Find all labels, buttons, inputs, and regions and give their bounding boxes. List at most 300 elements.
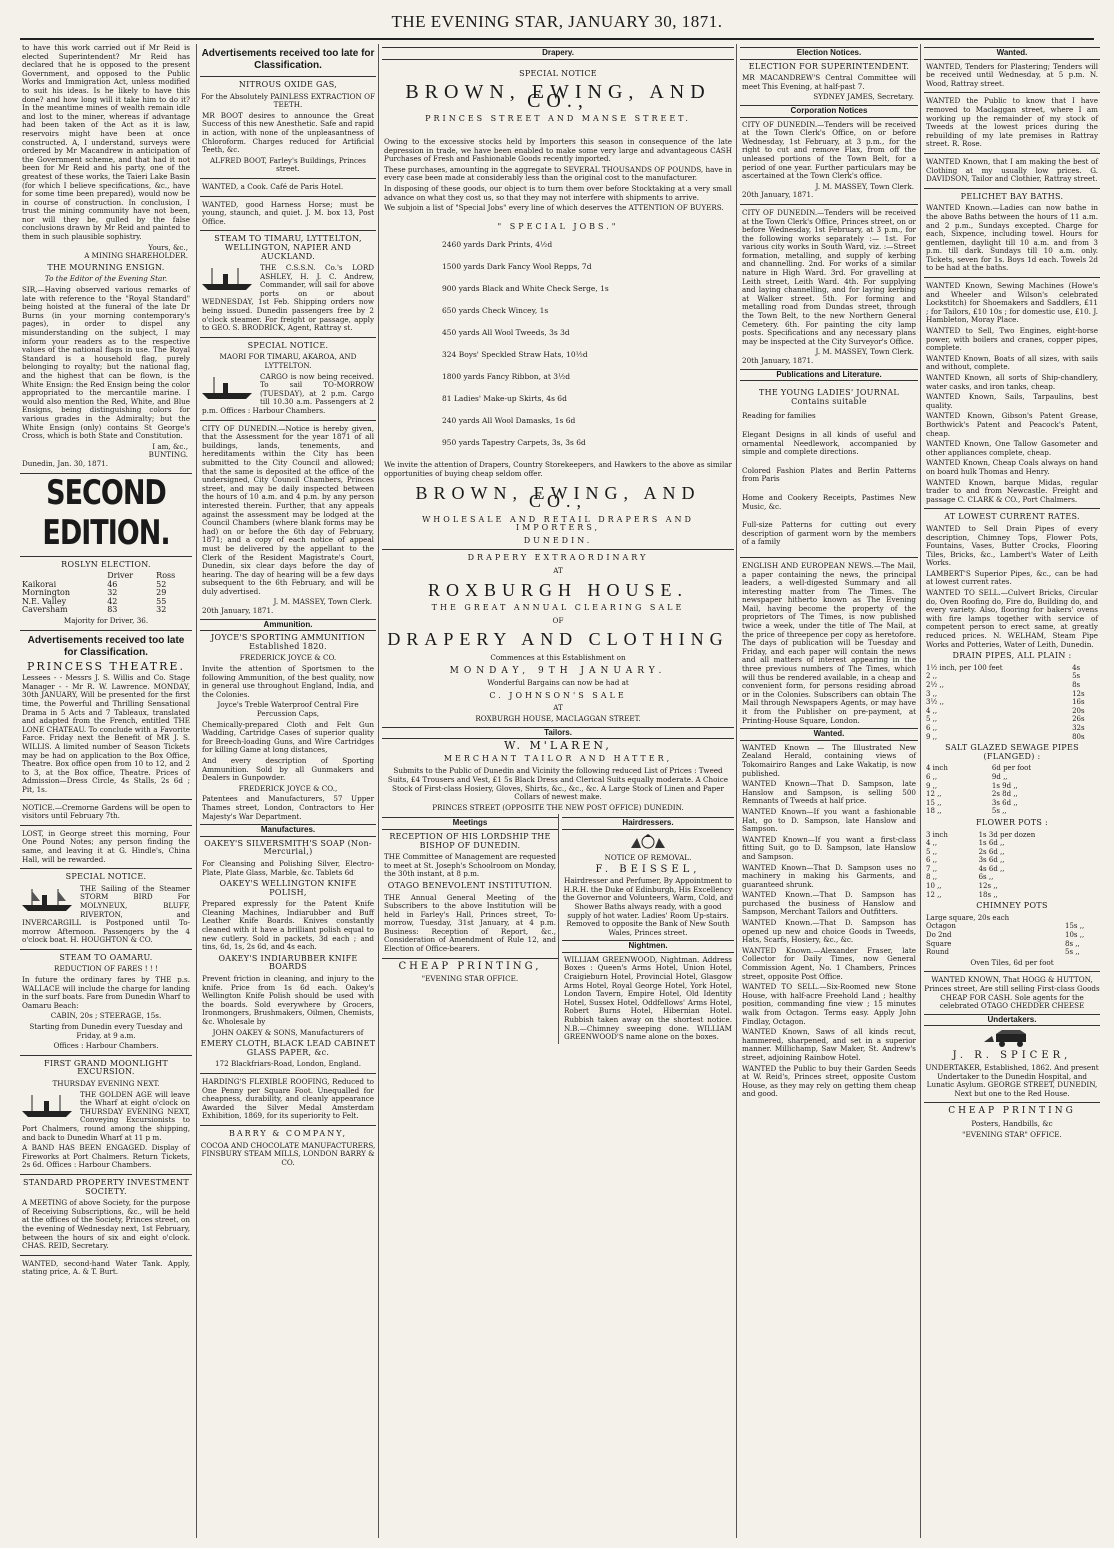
ensign-sign: I am, &c.,: [152, 441, 188, 451]
johnson-sale: C. JOHNSON'S SALE: [489, 690, 627, 700]
divider: [924, 1102, 1100, 1103]
city-notice-text: CITY OF DUNEDIN.—Notice is hereby given, that the Assessment for the year 1871 of all buildings, lands, tenements, and hereditaments within the City has been submitted to the City Council and allowed; that the same is deposited at the office of the undersigned, City Council Chambers, Princes street, and may be daily inspected between the hours of 10 a.m. and 4 p.m. by any person interested therein. Further, that any appeals against the assessment may be lodged at the Council Chambers (where blank forms may be had) on or before the 6th day of February, 1871; and a copy of each notice of appeal must be delivered by the appellant to the Clerk of the Resident Magistrate's Court, Dunedin, six clear days before the day of hearing. The day of hearing will be a few days subsequent to the 6th February, and will be duly advertised.: [202, 423, 374, 596]
table-cell: 52: [156, 579, 167, 589]
oakey-polish-title: OAKEY'S WELLINGTON KNIFE POLISH,: [219, 879, 357, 897]
joyce-text: Invite the attention of Sportsmen to the following Ammunition, of the best quality, now in general use throughout England, India, and the Colonies.: [202, 664, 374, 699]
table-cell: 6 ,,: [926, 856, 938, 865]
table-cell: 2s 6d ,,: [978, 847, 1005, 856]
drapery-extraordinary: DRAPERY EXTRAORDINARY: [467, 553, 649, 563]
oakey-address: 172 Blackfriars-Road, London, England.: [214, 1059, 362, 1069]
table-cell: 3s 6d ,,: [991, 798, 1018, 807]
city-tender-2-date: 20th January, 1871.: [742, 356, 814, 365]
divider: [20, 949, 192, 950]
oakey-emery: EMERY CLOTH, BLACK LEAD CABINET GLASS PAPER, &c.: [200, 1039, 376, 1057]
steamship-icon: [20, 1093, 76, 1119]
lost-notice: LOST, in George street this morning, Four One Pound Notes; any person finding the same, and leaving it at G. Hindle's, China Hall, will be rewarded.: [22, 828, 190, 864]
list-item: 240 yards All Wool Damasks, 1s 6d: [442, 416, 576, 426]
divider: [20, 868, 192, 869]
table-row: [924, 698, 1100, 707]
maori-subtitle: MAORI FOR TIMARU, AKAROA, AND LYTTELTON.: [219, 352, 357, 371]
baths-title: PELICHET BAY BATHS.: [960, 191, 1064, 201]
table-cell: Square: [926, 939, 952, 948]
table-cell: Large square, 20s each: [926, 913, 1010, 922]
wanted-item: WANTED Known, barque Midas, regular trader to and from Newcastle. Freight and passage C. CLARK & CO., Port Chalmers.: [926, 477, 1098, 504]
divider: [200, 337, 376, 338]
table-cell: 2½ ,,: [926, 681, 944, 689]
bec-name: BROWN, EWING, AND CO.,: [405, 81, 711, 112]
maori-text: CARGO is now being received. To sail TO-MORROW (TUESDAY), at 2 p.m. Cargo till 10.30 a.m. Passengers at 2 p.m. Offices : Harbour Chambers.: [202, 371, 374, 415]
ensign-signature: BUNTING.: [148, 450, 188, 460]
table-cell: 18 ,,: [926, 807, 942, 816]
divider: [200, 178, 376, 179]
drain-title: DRAIN PIPES, ALL PLAIN :: [952, 651, 1072, 661]
table-cell: Caversham: [22, 605, 68, 615]
salt-table: [924, 764, 1100, 816]
city-tender-1-date: 20th January, 1871.: [742, 190, 814, 200]
posters: Posters, Handbills, &c: [971, 1118, 1053, 1128]
oakey-sons: JOHN OAKEY & SONS, Manufacturers of: [212, 1027, 364, 1037]
divider: [200, 420, 376, 421]
table-cell: 12 ,,: [926, 890, 942, 899]
table-cell: 1s 9d ,,: [991, 781, 1018, 790]
table-cell: 5s: [1072, 672, 1081, 681]
table-cell: 8 ,,: [926, 873, 938, 882]
list-item: 1500 yards Dark Fancy Wool Repps, 7d: [442, 262, 592, 272]
special-notice: SPECIAL NOTICE: [519, 68, 597, 78]
welham-item: WANTED to Sell Drain Pipes of every description, Chimney Tops, Flower Pots, Fountains, Vases, Butter Crocks, Flooring Tiles, Bricks, &c., Lambert's Water of Leith Works.: [926, 523, 1098, 568]
table-cell: Do 2nd: [926, 931, 952, 940]
tailors-heading: Tailors.: [382, 727, 734, 740]
divider: [382, 549, 734, 550]
jobs-list: [382, 241, 734, 447]
salt-title: SALT GLAZED SEWAGE PIPES (FLANGED) :: [945, 743, 1079, 761]
oakey-soap-title: OAKEY'S SILVERSMITH'S SOAP (Non-Mercurial,): [204, 838, 372, 857]
letter-text: to have this work carried out if Mr Reid is elected Superintendent? Mr Reid has declared that he is opposed to the present Government, and opposed to the Public Works and Immigration Act, unless modified to suit his ideas. Is he likely to have this done? and how long will it take him to do it? In the meantime mines of wealth remain idle and lost to the miner, whereas if advantage had been taken of the Act as it is law, reservoirs might have been at once constructed. A, I understand, surveys were ordered by Mr Macandrew in anticipation of the Government scheme, and that had it not been for Mr Reid and his party, one of the greatest of these works, the Taieri Lake Basin (for which I believe specifications, &c., have for some time been prepared), would now be in course of construction. In conclusion, I trust the mining community have not been, nor will they be, gulled by the false conclusions drawn by Mr Reid and painted to them in such plausible sophistry.: [22, 44, 190, 242]
wanted-item: WANTED Known—That D. Sampson uses no machinery in making his Garments, and guaranteed shrunk.: [742, 862, 916, 889]
table-row: [924, 773, 1100, 782]
roslyn-title: ROSLYN ELECTION.: [61, 559, 151, 569]
election-heading: Election Notices.: [740, 47, 918, 60]
table-cell: 83: [107, 605, 118, 615]
oamaru-subtitle: REDUCTION OF FARES ! ! !: [54, 964, 158, 974]
oven-tiles: Oven Tiles, 6d per foot: [970, 957, 1054, 967]
bec-para-4: We subjoin a list of "Special Jobs" every line of which deserves the ATTENTION OF BUYERS.: [384, 203, 724, 213]
bec-wholesale: WHOLESALE AND RETAIL DRAPERS AND IMPORTERS,: [422, 514, 694, 533]
ladies-item: Colored Fashion Plates and Berlin Patterns from Paris: [742, 465, 916, 484]
oamaru-text: In future the ordinary fares by THE p.s. WALLACE will include the charge for landing in the surf boats. Fare from Dunedin Wharf to Oamaru Beach:: [22, 975, 190, 1010]
bec-address: PRINCES STREET AND MANSE STREET.: [425, 114, 691, 124]
undertakers-heading: Undertakers.: [924, 1014, 1100, 1027]
bissel-text: Hairdresser and Perfumer, By Appointment to H.R.H. the Duke of Edinburgh, His Excellency the Governor and Volunteers, Warm, Cold, and Shower Baths always ready, with a good supply of hot water. Ladies' Room Up-stairs. Removed to opposite the Bank of New South Wales, Princes street.: [562, 876, 734, 937]
table-cell: 4 inch: [926, 764, 948, 773]
timaru-text: THE C.S.S.N. Co.'s LORD ASHLEY, H. J. C. Andrew, Commander, will sail for above ports on or about WEDNESDAY, 1st Feb. Shipping orders now being issued. Dunedin passengers free by 2 o'clock steamer. For freight or passage, apply to GEO. S. BRODRICK, Agent, Rattray st.: [202, 263, 374, 333]
table-cell: 42: [107, 596, 118, 606]
city-notice-date: 20th January, 1871.: [202, 606, 274, 616]
column-5: [920, 44, 1100, 1538]
table-row: [924, 807, 1100, 816]
table-cell: 12s: [1072, 689, 1085, 698]
divider: [924, 508, 1100, 509]
table-cell: 20s: [1072, 706, 1085, 715]
roxburgh-address: ROXBURGH HOUSE, MACLAGGAN STREET.: [475, 714, 641, 723]
ladies-journal-title: THE YOUNG LADIES' JOURNAL Contains suitable: [758, 388, 900, 406]
publications-heading: Publications and Literature.: [740, 369, 918, 382]
list-item: 450 yards All Wool Tweeds, 3s 3d: [442, 328, 570, 338]
cremorne-notice: NOTICE.—Cremorne Gardens will be open to visitors until February 7th.: [22, 802, 190, 821]
wanted-item: WANTED Known, Saws of all kinds recut, hammered, sharpened, and set in a superior manner. Millichamp, Saw Maker, St. Andrew's street, adjoining Rainbow Hotel.: [742, 1027, 916, 1062]
tank-notice: WANTED, second-hand Water Tank. Apply, stating price, A. & T. Burt.: [22, 1258, 190, 1277]
meetings-hairdressers: [382, 814, 734, 1043]
column-2: [196, 44, 376, 1538]
commences: Commences at this Establishment on: [490, 653, 626, 663]
election-signature: SYDNEY JAMES, Secretary.: [813, 92, 914, 102]
spicer-text: UNDERTAKER, Established, 1862. And present Undertaker to the Dunedin Hospital, and Lunatic Asylum. GEORGE STREET, DUNEDIN, Next but one to the Red House.: [925, 1062, 1099, 1098]
bissel-title: NOTICE OF REMOVAL.: [604, 852, 692, 862]
table-row: [924, 873, 1100, 882]
drapery-clothing: DRAPERY AND CLOTHING: [387, 629, 729, 650]
oakey-soap-text: For Cleansing and Polishing Silver, Electro-Plate, Plate Glass, Marble, &c. Tablets 6d: [202, 858, 374, 877]
table-row: [924, 724, 1100, 733]
table-cell: 4s: [1072, 663, 1081, 672]
divider: [200, 1073, 376, 1074]
star-office: "EVENING STAR OFFICE.: [421, 974, 519, 984]
table-cell: 80s: [1072, 732, 1085, 741]
table-cell: 6 ,,: [926, 723, 938, 732]
divider: [20, 630, 192, 631]
table-cell: 4 ,,: [926, 839, 938, 848]
timaru-title: STEAM TO TIMARU, LYTTELTON, WELLINGTON, NAPIER AND AUCKLAND.: [214, 234, 362, 261]
election-text: MR MACANDREW'S Central Committee will meet This Evening, at half-past 7.: [742, 73, 916, 91]
table-row: [924, 931, 1100, 940]
nightmen-heading: Nightmen.: [562, 940, 734, 953]
roxburgh-house: ROXBURGH HOUSE.: [427, 579, 688, 600]
wanted-item: WANTED to Sell, Two Engines, eight-horse power, with boilers and cranes, copper pipes, complete.: [926, 326, 1098, 353]
joyce-caps: Joyce's Treble Waterproof Central Fire Percussion Caps,: [217, 700, 359, 718]
bishop-title: RECEPTION OF HIS LORDSHIP THE BISHOP OF DUNEDIN.: [389, 831, 551, 850]
wanted-item: WANTED Known, Cheap Coals always on hand on board hulk Thomas and Henry.: [926, 458, 1098, 476]
divider: [200, 196, 376, 197]
wanted-item: WANTED Known—That D. Sampson, late Hanslow and Sampson, is selling 500 Remnants of Tweeds at half price.: [742, 779, 916, 806]
table-cell: 26s: [1072, 715, 1085, 724]
gas-text: MR BOOT desires to announce the Great Success of this new Anesthetic. Safe and rapid in action, with none of the unpleasantness of Chloroform. Charges reduced for Artificial Teeth, &c.: [202, 110, 374, 155]
table-cell: 3 inch: [926, 830, 948, 839]
table-cell: 9d ,,: [991, 772, 1008, 781]
table-row: [924, 940, 1100, 949]
table-cell: 29: [156, 588, 167, 598]
roslyn-majority: Majority for Driver, 36.: [63, 616, 149, 626]
table-row: [924, 672, 1100, 681]
wanted-heading: Wanted.: [740, 728, 918, 741]
list-item: 81 Ladies' Make-up Skirts, 4s 6d: [442, 394, 567, 404]
of-label: OF: [552, 615, 564, 625]
divider: [200, 230, 376, 231]
table-row: [924, 914, 1100, 923]
oakey-polish-text: Prepared expressly for the Patent Knife Cleaning Machines, Indiarubber and Buff Leather Knife Boards. Knives constantly cleaned with it have a brilliant polish equal to new cutlery. Sold in packets, 3d each ; and tins, 6d, 1s, 2s 6d, and 4s each.: [202, 899, 374, 952]
wanted-item: WANTED Known.—That D. Sampson has purchased the business of Hanslow and Sampson, Merchant Tailors and Outfitters.: [742, 890, 916, 917]
city-tender-2: CITY OF DUNEDIN.—Tenders will be received at the Town Clerk's Office, Princes street, on or before Wednesday, 1st February, at 3 p.m., for the following works separately :— 1st. For various city works in South Ward, viz. :—Street formation, metalling, and supply of kerbing and channelling. 2nd. For works of a similar nature in High Ward. 3rd. For gravelling at Leith street, Leith Ward. 4th. For supplying and laying channelling, and for laying kerbing at Walker street. 5th. For forming and metalling road from Dundas street, through the Town Belt, to the new Northern General Cemetery. 6th. For painting the city lamp posts. Specifications and any necessary plans may be inspected at the City Surveyor's Office.: [742, 207, 916, 346]
list-item: 324 Boys' Speckled Straw Hats, 10½d: [442, 350, 588, 360]
divider: [200, 1125, 376, 1126]
joyce-wadding: Chemically-prepared Cloth and Felt Gun Wadding, Cartridge Cases of superior quality for Breech-loading Guns, and Wire Cartridges for killing Game at long distances,: [202, 719, 374, 755]
table-cell: 15 ,,: [926, 798, 942, 807]
wanted-item: WANTED Known.—That D. Sampson has opened up new and choice Goods in Tweeds, Hats, Scarfs, Hosiery, &c., &c.: [742, 918, 916, 945]
wanted-item: WANTED Known, Sails, Tarpaulins, best quality.: [926, 392, 1098, 410]
wanted-item: WANTED Known, One Tallow Gasometer and other appliances complete, cheap.: [926, 439, 1098, 457]
gas-subtitle: For the Absolutely PAINLESS EXTRACTION OF TEETH.: [201, 91, 375, 110]
joyce-company: FREDERICK JOYCE & CO.: [239, 653, 337, 663]
table-cell: 7 ,,: [926, 864, 938, 873]
cheap-printing: CHEAP PRINTING,: [398, 960, 542, 972]
storm-text: THE Sailing of the Steamer STORM BIRD For MOLYNEUX, BLUFF, RIVERTON, and INVERCARGILL is Postponed until To-morrow Afternoon. Passengers by the 4 o'clock boat. H. HOUGHTON & CO.: [22, 883, 190, 945]
table-cell: N.E. Valley: [22, 596, 67, 606]
divider: [20, 1255, 192, 1256]
ensign-text: SIR,—Having observed various remarks of late with reference to the "Royal Standard" being hoisted at the funeral of the late Dr Burns (in your morning contemporary's pages), in order to dispel any misunderstanding on the subject, I may inform your readers as to the respective values of the national flags in use. The Royal Standard is a household flag, purely belonging to royalty; but the national flag, and the highest that can be flown, is the White Ensign: the Red Ensign being the color appropriated to the mercantile marine. I would also mention the Red, White, and Blue Ensigns, being distinguishing colors for various grades in the Admiralty; but the White Ensign (only) contains St George's Cross, which is both State and Constitution.: [22, 285, 190, 441]
table-cell: 10s ,,: [1065, 931, 1085, 940]
table-cell: 8s ,,: [1065, 939, 1080, 948]
society-title: STANDARD PROPERTY INVESTMENT SOCIETY.: [23, 1177, 189, 1196]
table-row: [924, 831, 1100, 840]
masthead-rule: [20, 38, 1094, 40]
joyce-company-2: FREDERICK JOYCE & CO.,: [238, 783, 338, 793]
table-row: [924, 948, 1100, 957]
table-cell: 5 ,,: [926, 847, 938, 856]
oamaru-start: Starting from Dunedin every Tuesday and Friday, at 9 a.m.: [29, 1022, 183, 1040]
wanted-item: WANTED Known — The Illustrated New Zealand Herald, containing views of Tokomairiro Ranges and Lake Wakatip, is now published.: [742, 742, 916, 778]
city-tender-1: CITY OF DUNEDIN.—Tenders will be received at the Town Clerk's Office, on or before Wednesday, 1st February, at 3 p.m., for the right to cut and remove Flax, from off the unleased portions of the Town Belt, for a period of one year. Further particulars may be ascertained at the Town Clerk's office.: [742, 119, 916, 181]
table-cell: 3s 6d ,,: [978, 856, 1005, 865]
moonlight-band: A BAND HAS BEEN ENGAGED. Display of Fireworks at Port Chalmers. Return Tickets, 2s 6d. Offices : Harbour Chambers.: [22, 1143, 190, 1170]
storm-title: SPECIAL NOTICE.: [65, 872, 147, 882]
table-header: Ross: [156, 571, 176, 581]
benevolent-text: THE Annual General Meeting of the Subscribers to the above Institution will be held in Farley's Hall, Princes street, To-morrow, Tuesday, 31st January, at 4 p.m. Business: Reception of Report, &c., Consideration of Amendment of Rule 12, and Election of Office-bearers.: [384, 892, 556, 954]
pots-title: FLOWER POTS :: [976, 817, 1048, 827]
oamaru-offices: Offices : Harbour Chambers.: [53, 1041, 159, 1051]
oakey-boards-title: OAKEY'S INDIARUBBER KNIFE BOARDS: [218, 953, 358, 972]
divider: [20, 799, 192, 800]
divider: [924, 188, 1100, 189]
table-row: [924, 690, 1100, 699]
divider: [924, 92, 1100, 93]
drain-table: [924, 664, 1100, 741]
barry-text: COCOA AND CHOCOLATE MANUFACTURERS, FINSBURY STEAM MILLS, LONDON BARRY & CO.: [200, 1140, 376, 1167]
welham-item: LAMBERT'S Superior Pipes, &c., can be had at lowest current rates.: [926, 568, 1098, 587]
joyce-title: JOYCE'S SPORTING AMMUNITION Established 1820.: [210, 633, 366, 651]
bec-invite: We invite the attention of Drapers, Country Storekeepers, and Hawkers to the above as similar opportunities of buying cheap seldom offer.: [384, 460, 732, 478]
wanted-item: WANTED TO SELL.—Six-Roomed new Stone House, with half-acre Freehold Land ; healthy position, commanding fine view ; 15 minutes walk from Octagon. Terms easy. Apply John Findlay, Octagon.: [742, 982, 916, 1026]
wanted-item: WANTED Known, that I am making the best of Clothing at my usually low prices. G. DAVIDSON, Tailor and Clothier, Rattray street.: [926, 156, 1098, 184]
list-item: 650 yards Check Wincey, 1s: [442, 306, 549, 316]
mclaren-trade: MERCHANT TAILOR AND HATTER,: [443, 753, 673, 763]
table-row: [924, 865, 1100, 874]
table-cell: 46: [107, 579, 118, 589]
steamship-icon: [20, 887, 76, 913]
gas-signature: ALFRED BOOT, Farley's Buildings, Princes street.: [209, 155, 366, 174]
oamaru-fare: CABIN, 20s ; STEERAGE, 15s.: [50, 1011, 162, 1021]
table-cell: 3½ ,,: [926, 698, 944, 707]
moonlight-title: FIRST GRAND MOONLIGHT EXCURSION.: [43, 1058, 169, 1077]
table-cell: 2s 8d ,,: [991, 790, 1018, 799]
table-row: [924, 882, 1100, 891]
hogg-hutton: WANTED KNOWN, That HOGG & HUTTON, Princes street, Are still selling First-class Goods CHEAP FOR CASH. Sole agents for the celebrated OTAGO CHEDDER CHEESE: [924, 975, 1100, 1011]
table-cell: 18s ,,: [978, 890, 998, 899]
bec-para-3: In disposing of these goods, our object is to turn them over before Stocktaking at a very small advance on what they cost us, so that they may not interfere with shipments to arrive.: [384, 183, 732, 202]
table-cell: 16s: [1072, 698, 1085, 707]
joyce-patentees: Patentees and Manufacturers, 57 Upper Thames street, London, Contractors to Her Majesty's War Department.: [202, 794, 374, 821]
theatre-title: PRINCESS THEATRE.: [27, 659, 185, 673]
table-cell: 5s ,,: [991, 807, 1007, 816]
mclaren-text: Submits to the Public of Dunedin and Vicinity the following reduced List of Prices : Tweed Suits, £4 Trousers and Vest, £1 5s Black Dress and Clerical Suits equally moderate. A Choice Stock of First-class Hosiery, Gloves, Shirts, &c., &c., &c. A Large Stock of Linen and Paper Collars of newest make.: [387, 766, 729, 802]
ensign-to: To the Editor of the Evening Star.: [44, 274, 168, 284]
hairdressers-column: [558, 814, 734, 1043]
steamship-icon: [200, 375, 256, 401]
table-cell: 4s 6d ,,: [978, 864, 1005, 873]
welham-item: WANTED TO SELL.—Culvert Bricks, Circular do, Oven Roofing do, Fire do, Building do, and every variety. Also, flooring for bakers' ovens with fire lamps together with service of competent person to erect same, at greatly reduced prices. N. WELHAM, Steam Pipe Works and Potteries, Water of Leith, Dunedin.: [926, 588, 1098, 649]
divider: [382, 958, 558, 959]
society-text: A MEETING of above Society, for the purpose of Receiving Subscriptions, &c., will be held at the offices of the Society, Princes street, on the evening of Wednesday next, 1st February, between the hours of six and eight o'clock. CHAS. REID, Secretary.: [22, 1198, 190, 1251]
wanted-item: WANTED Known—If you want a fashionable Hat, go to D. Sampson, late Hanslow and Sampson.: [742, 806, 916, 834]
meetings-column: [382, 814, 558, 1043]
wanted-item: WANTED Known—If you want a first-class fitting Suit, go to D. Sampson, late Hanslow and Sampson.: [742, 834, 916, 861]
table-cell: 3 ,,: [926, 689, 938, 698]
table-row: [924, 848, 1100, 857]
table-row: [924, 782, 1100, 791]
table-cell: 12 ,,: [926, 790, 942, 799]
list-item: 900 yards Black and White Check Serge, 1s: [442, 284, 609, 294]
table-cell: 32: [107, 588, 118, 598]
wanted-item: WANTED Known, Gibson's Patent Grease, Borthwick's Patent and Peacock's Patent, cheap.: [926, 411, 1098, 438]
hearse-icon: [982, 1030, 1042, 1048]
divider: [20, 556, 192, 557]
table-cell: 8s: [1072, 681, 1081, 689]
ensign-date: Dunedin, Jan. 30, 1871.: [22, 458, 109, 468]
bargains: Wonderful Bargains can now be had at: [487, 678, 629, 688]
table-cell: 4 ,,: [926, 706, 938, 715]
ladies-item: Home and Cookery Receipts, Pastimes New Music, &c.: [742, 492, 916, 511]
second-edition-heading: SECOND EDITION.: [42, 473, 170, 553]
greenwood-text: WILLIAM GREENWOOD, Nightman. Address Boxes : Queen's Arms Hotel, Union Hotel, Craigieburn Hotel, Provincial Hotel, Glasgow Arms Hotel, Royal George Hotel, York Hotel, London Tavern, Empire Hotel, Old Identity Hotel, Sussex Hotel, Oddfellows' Arms Hotel, Robert Burns Hotel, Hibernian Hotel. Rubbish taken away on the shortest notice. N.B.—Chimney sweeping done. WILLIAM GREENWOOD'S name alone on the boxes.: [564, 954, 732, 1042]
bissel-name: F. BEISSEL,: [595, 863, 701, 875]
table-row: [20, 606, 192, 615]
table-cell: 32: [156, 605, 167, 615]
table-row: [924, 799, 1100, 808]
table-row: [924, 707, 1100, 716]
at-label: AT: [553, 566, 563, 576]
roslyn-table: [20, 572, 192, 615]
table-row: [924, 664, 1100, 673]
chimney-table: [924, 914, 1100, 957]
cook-wanted: WANTED, a Cook. Café de Paris Hotel.: [202, 181, 344, 191]
meetings-heading: Meetings: [382, 817, 558, 830]
pots-table: [924, 831, 1100, 900]
ammunition-heading: Ammunition.: [200, 619, 376, 632]
table-cell: Kaikorai: [22, 579, 57, 589]
moonlight-subtitle: THURSDAY EVENING NEXT.: [52, 1079, 160, 1088]
masthead: [20, 12, 1094, 40]
chimney-title: CHIMNEY POTS: [976, 901, 1048, 911]
bec-name-2: BROWN, EWING, AND CO.,: [415, 482, 701, 512]
bec-para-2: These purchases, amounting in the aggregate to SEVERAL THOUSANDS OF POUNDS, have in every case been made at considerably less than the original cost to the manufacturer.: [384, 164, 732, 183]
ladies-item: Full-size Patterns for cutting out every description of garment worn by the members of a family: [742, 520, 916, 547]
table-cell: 55: [156, 596, 167, 606]
european-news: ENGLISH AND EUROPEAN NEWS.—The Mail, a paper containing the news, the principal leaders, a well-digested Summary and all interesting matter from The Times. The newspaper hitherto known as The Evening Mail, having become the property of the proprietors of The Times, is now published twice a week, under the title of The Mail, at the price of threepence per copy as heretofore. The days of publication will be Tuesday and Friday, and each paper will contain the news and all matters of interest appearing in the three previous numbers of The Times, which will thus be rendered available, in a cheap and convenient form, for persons residing abroad or in the Colonies. Subscribers can obtain The Mail through Newspapers Agents, or may have it from the Publisher on pre-payment, at Printing-House Square, London.: [742, 560, 916, 725]
oakey-boards-text: Prevent friction in cleaning, and injury to the knife. Price from 1s 6d each. Oakey's Wellington Knife Polish should be used with the boards. Sold everywhere by Grocers, Ironmongers, Brushmakers, Oilmen, Chemists, &c. Wholesale by: [202, 974, 374, 1026]
moonlight-text: THE GOLDEN AGE will leave the Wharf at eight o'clock on THURSDAY EVENING NEXT, Conveying Excursionists to Port Chalmers, round among the shipping, and back to Dunedin Wharf at 11 p m.: [22, 1089, 190, 1142]
wanted-item: WANTED Known, Sewing Machines (Howe's and Wheeler and Wilson's celebrated Lockstitch) for Shoemakers and Saddlers, £11 ; for Tailors, £10 10s ; for domestic use, £10. J. Hambleton, Moray Place.: [926, 281, 1098, 325]
corporation-heading: Corporation Notices: [740, 105, 918, 118]
ladies-item: Reading for families: [742, 411, 816, 421]
letter-sign: Yours, &c.,: [148, 242, 188, 252]
adv-late-heading: Advertisements received too late for Classification.: [27, 634, 185, 658]
spicer-name: J. R. SPICER,: [952, 1050, 1072, 1062]
mclaren-name: W. M'LAREN,: [504, 739, 612, 753]
list-item: 2460 yards Dark Prints, 4½d: [442, 240, 553, 250]
divider: [740, 557, 918, 558]
divider: [20, 825, 192, 826]
jobs-title: " SPECIAL JOBS.": [497, 221, 619, 231]
wanted-item: WANTED the Public to know that I have removed to Maclaggan street, where I am working up the remainder of my stock of Tweeds at the lowest prices during the rebuilding of my late premises in Rattray street. R. Rose.: [926, 96, 1098, 149]
table-cell: 5s ,,: [1065, 948, 1080, 957]
at-label-2: AT: [553, 703, 563, 713]
royal-arms-icon: [623, 834, 673, 850]
table-row: [924, 715, 1100, 724]
clearing-sale: THE GREAT ANNUAL CLEARING SALE: [431, 603, 685, 613]
monday-date: MONDAY, 9TH JANUARY.: [449, 665, 667, 676]
table-row: [924, 790, 1100, 799]
wanted-heading: Wanted.: [924, 47, 1100, 60]
divider: [200, 76, 376, 77]
masthead-title: THE EVENING STAR, JANUARY 30, 1871.: [391, 12, 723, 31]
harding-roofing: HARDING'S FLEXIBLE ROOFING, Reduced to One Penny per Square Foot. Unequalled for cheapness, durability, and cleanly appearance Awarded the Silver Medal Amsterdam Exhibition, 1869, for its superiority to Felt.: [202, 1076, 374, 1121]
table-cell: Round: [926, 948, 949, 957]
table-cell: 6d per foot: [991, 764, 1032, 773]
lowest-rates: AT LOWEST CURRENT RATES.: [944, 512, 1080, 522]
divider: [924, 971, 1100, 972]
table-row: [924, 891, 1100, 900]
table-cell: 1½ inch, per 100 feet: [926, 663, 1003, 672]
maori-title: SPECIAL NOTICE.: [247, 340, 329, 350]
table-cell: 10 ,,: [926, 882, 942, 891]
table-row: [924, 922, 1100, 931]
divider: [20, 1055, 192, 1056]
table-cell: 1s 3d per dozen: [978, 830, 1036, 839]
table-cell: 2 ,,: [926, 672, 938, 681]
table-cell: [1063, 914, 1100, 923]
theatre-text: Lessees - - Messrs J. S. Willis and Co. Stage Manager - - Mr R. W. Lawrence. MONDAY, 30th JANUARY, Will be presented for the first time, the Powerful and Thrilling Sensational Drama in 5 Acts and 7 Tableaux, translated and adapted from the French, entitled THE LONE CHATEAU. To conclude with a Favorite Farce. Friday next the Benefit of MR J. S. WILLIS. A limited number of Season Tickets may be had on application to the Box Office, Theatre. Box office open from 10 to 12, and 2 to 3, at the Box office, Theatre. Prices of Admission—Dress Circle, 4s Stalls, 2s 6d ; Pit, 1s.: [22, 673, 190, 794]
table-cell: 1s 6d ,,: [978, 839, 1005, 848]
oamaru-title: STEAM TO OAMARU.: [59, 952, 153, 962]
election-title: ELECTION FOR SUPERINTENDENT.: [748, 61, 910, 71]
benevolent-title: OTAGO BENEVOLENT INSTITUTION.: [387, 880, 553, 890]
table-row: [924, 764, 1100, 773]
table-cell: 12s ,,: [978, 882, 998, 891]
column-3: [378, 44, 734, 1538]
divider: [20, 1174, 192, 1175]
joyce-every: And every description of Sporting Ammunition. Sold by all Gunmakers and Dealers in Gunpowder.: [202, 755, 374, 783]
baths-text: WANTED Known.—Ladies can now bathe in the above Baths between the hours of 11 a.m. and 2 p.m., Sundays excepted. Charge for each, Sixpence, including towel. Hours for gentlemen, daylight till 10 a.m. and from 3 p.m. till dark. Sundays till 10 a.m. only. Tickets, seven for 1s. Boys 1d each. Towels 2d to be had at the baths.: [926, 203, 1098, 273]
list-item: 950 yards Tapestry Carpets, 3s, 3s 6d: [442, 438, 586, 448]
city-tender-2-signature: J. M. MASSEY, Town Clerk.: [815, 347, 914, 357]
table-row: [924, 856, 1100, 865]
divider: [924, 153, 1100, 154]
adv-late-heading: Advertisements received too late for Classification.: [201, 48, 375, 71]
table-header: Driver: [107, 571, 134, 581]
star-office: "EVENING STAR" OFFICE.: [962, 1129, 1062, 1139]
ladies-item: Elegant Designs in all kinds of useful and ornamental Needlework, accompanied by simple and complete directions.: [742, 429, 916, 457]
table-cell: 9 ,,: [926, 732, 938, 741]
wanted-item: WANTED the Public to buy their Garden Seeds at W. Reid's, Princes street, opposite Custom House, as they may rely on getting them cheap and good.: [742, 1063, 916, 1099]
divider: [740, 204, 918, 205]
bec-city: DUNEDIN.: [523, 535, 593, 545]
